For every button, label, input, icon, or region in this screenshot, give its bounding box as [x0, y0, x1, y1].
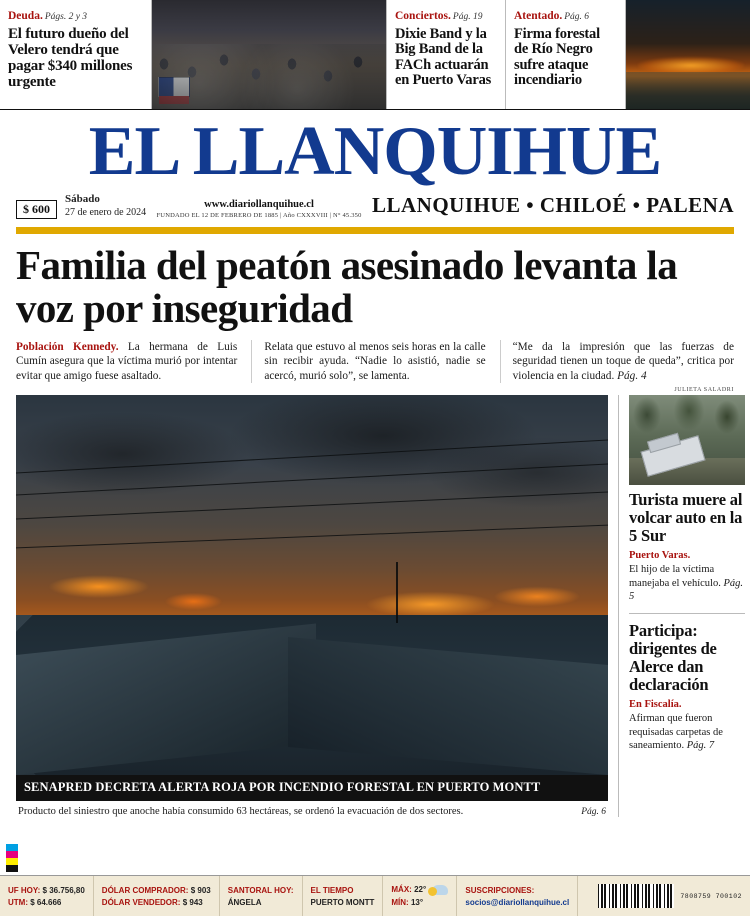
uf-label: UF HOY:	[8, 885, 41, 895]
max-label: MÁX:	[391, 885, 412, 895]
caption-text: Producto del siniestro que anoche había consumido 63 hectáreas, se ordenó la evacuación de dos sectores.	[18, 805, 464, 817]
footer-subscriptions[interactable]	[457, 876, 578, 916]
main-photo-caption-title: SENAPRED DECRETA ALERTA ROJA POR INCENDIO FORESTAL EN PUERTO MONTT	[16, 775, 608, 801]
barcode-bars	[598, 884, 674, 908]
website-url[interactable]: www.diariollanquihue.cl	[204, 199, 314, 211]
min-label: MÍN:	[391, 898, 409, 907]
masthead	[0, 110, 750, 190]
teaser-headline: Dixie Band y la Big Band de la FACh actuarán en Puerto Varas	[395, 26, 492, 89]
deck-column-mid: Relata que estuvo al menos seis horas en la calle sin recibir ayuda. “Nadie lo asistió, nadie se acercó, murió solo”, se lamenta.	[251, 340, 485, 383]
deck-column-right	[500, 340, 734, 383]
teaser-photo-crowd	[152, 0, 386, 109]
body-grid	[0, 395, 750, 817]
roof-left	[16, 624, 316, 776]
roof-right	[288, 637, 608, 775]
right-rail	[618, 395, 745, 817]
deck-text: La hermana de Luis Cumín asegura que la víctima murió por intentar evitar que amigo fuese asaltado.	[16, 340, 238, 382]
teaser-kicker: Conciertos.	[395, 10, 451, 22]
magenta-swatch	[6, 851, 18, 858]
website-block[interactable]	[146, 199, 372, 219]
rail-body-1: El hijo de la víctima manejaba el vehículo.	[629, 564, 721, 589]
trees-layer	[629, 395, 745, 442]
subscriptions-email[interactable]: socios@diariollanquihue.cl	[465, 897, 570, 907]
dolar-comprador-value: $ 903	[190, 885, 211, 895]
regions-line: LLANQUIHUE • CHILOÉ • PALENA	[371, 193, 734, 218]
min-value: 13°	[410, 898, 424, 907]
yellow-swatch	[6, 858, 18, 865]
teaser-headline: Firma forestal de Río Negro sufre ataque incendiario	[514, 26, 600, 89]
footer-santoral	[220, 876, 303, 916]
max-value: 22°	[414, 885, 427, 895]
teaser-deuda[interactable]	[0, 0, 152, 109]
teaser-page: Pág. 6	[564, 12, 590, 22]
rooftops-layer	[16, 615, 608, 775]
crowd-texture	[152, 46, 386, 109]
rail-text-2	[629, 712, 745, 752]
teaser-photo-fire	[626, 0, 750, 109]
lead-headline: Familia del peatón asesinado levanta la voz por inseguridad	[16, 242, 678, 332]
rail-photo-crash	[629, 395, 745, 485]
teaser-kicker: Deuda.	[8, 10, 43, 22]
caption-page-ref: Pág. 6	[581, 806, 606, 817]
price-badge: $ 600	[16, 200, 57, 219]
rail-divider	[629, 613, 745, 614]
deck-kicker: Población Kennedy.	[16, 340, 119, 353]
santoral-label: SANTORAL HOY:	[227, 885, 294, 895]
chile-flag-icon	[158, 77, 190, 97]
dolar-vendedor-value: $ 943	[182, 897, 203, 907]
weekday: Sábado	[65, 193, 100, 206]
dolar-vendedor-label: DÓLAR VENDEDOR:	[101, 897, 181, 907]
subscriptions-label: SUSCRIPCIONES:	[465, 885, 535, 895]
dolar-comprador-label: DÓLAR COMPRADOR:	[101, 885, 189, 895]
date: 27 de enero de 2024	[65, 206, 147, 218]
utility-pole	[396, 562, 398, 623]
teaser-page: Pág. 19	[452, 12, 483, 22]
main-story-column	[16, 395, 608, 817]
weather-label: EL TIEMPO	[310, 885, 354, 895]
teaser-conciertos[interactable]	[386, 0, 506, 109]
santoral-value: ÁNGELA	[227, 897, 262, 907]
page-title: EL LLANQUIHUE	[88, 113, 662, 190]
weather-city: PUERTO MONTT	[310, 897, 375, 907]
teaser-headline: El futuro dueño del Velero tendrá que pagar $340 millones urgente	[8, 26, 133, 90]
deck-text: “Me da la impresión que las fuerzas de seguridad tienen un toque de queda”, critica por violencia en la ciudad.	[512, 340, 734, 382]
gold-divider	[16, 227, 734, 234]
photo-credit: JULIETA SALADRI	[674, 387, 734, 394]
teaser-atentado[interactable]	[506, 0, 626, 109]
footer-weather-values	[383, 876, 457, 916]
deck-column-left	[16, 340, 237, 383]
footer-weather	[303, 876, 384, 916]
uf-value: $ 36.756,80	[42, 885, 85, 895]
cmyk-registration-marks	[6, 844, 18, 872]
lead-deck	[0, 330, 750, 383]
utm-label: UTM:	[8, 897, 28, 907]
founded-line: FUNDADO EL 12 DE FEBRERO DE 1885 | Año CXXXVIII | N° 45.350	[156, 212, 362, 220]
lead-headline-block	[0, 234, 750, 332]
rail-headline-2: Participa: dirigentes de Alerce dan declaración	[629, 621, 717, 694]
rail-kicker-1: Puerto Varas.	[629, 550, 691, 562]
utm-value: $ 64.666	[30, 897, 62, 907]
main-photo-wildfire	[16, 395, 608, 775]
rail-page-1: Pág. 5	[629, 577, 744, 602]
barcode-number: 7808759 700102	[680, 892, 742, 900]
deck-page-ref: Pág. 4	[617, 369, 647, 382]
cyan-swatch	[6, 844, 18, 851]
footer-dollar	[94, 876, 220, 916]
rail-page-2: Pág. 7	[686, 739, 715, 751]
teaser-kicker: Atentado.	[514, 10, 563, 22]
footer-indicators	[0, 876, 94, 916]
rail-kicker-2: En Fiscalía.	[629, 699, 682, 711]
teaser-page: Págs. 2 y 3	[44, 12, 88, 22]
footer-info-bar	[0, 875, 750, 916]
date-block	[65, 193, 146, 219]
black-swatch	[6, 865, 18, 872]
rail-body-2: Afirman que fueron requisadas carpetas de saneamiento.	[629, 713, 723, 751]
rail-headline-1: Turista muere al volcar auto en la 5 Sur	[629, 490, 743, 545]
top-teaser-strip	[0, 0, 750, 110]
barcode	[590, 876, 750, 916]
rail-text-1	[629, 563, 745, 603]
sun-cloud-icon	[432, 885, 448, 895]
masthead-info-row	[0, 185, 750, 219]
main-photo-caption-sub	[16, 801, 608, 817]
